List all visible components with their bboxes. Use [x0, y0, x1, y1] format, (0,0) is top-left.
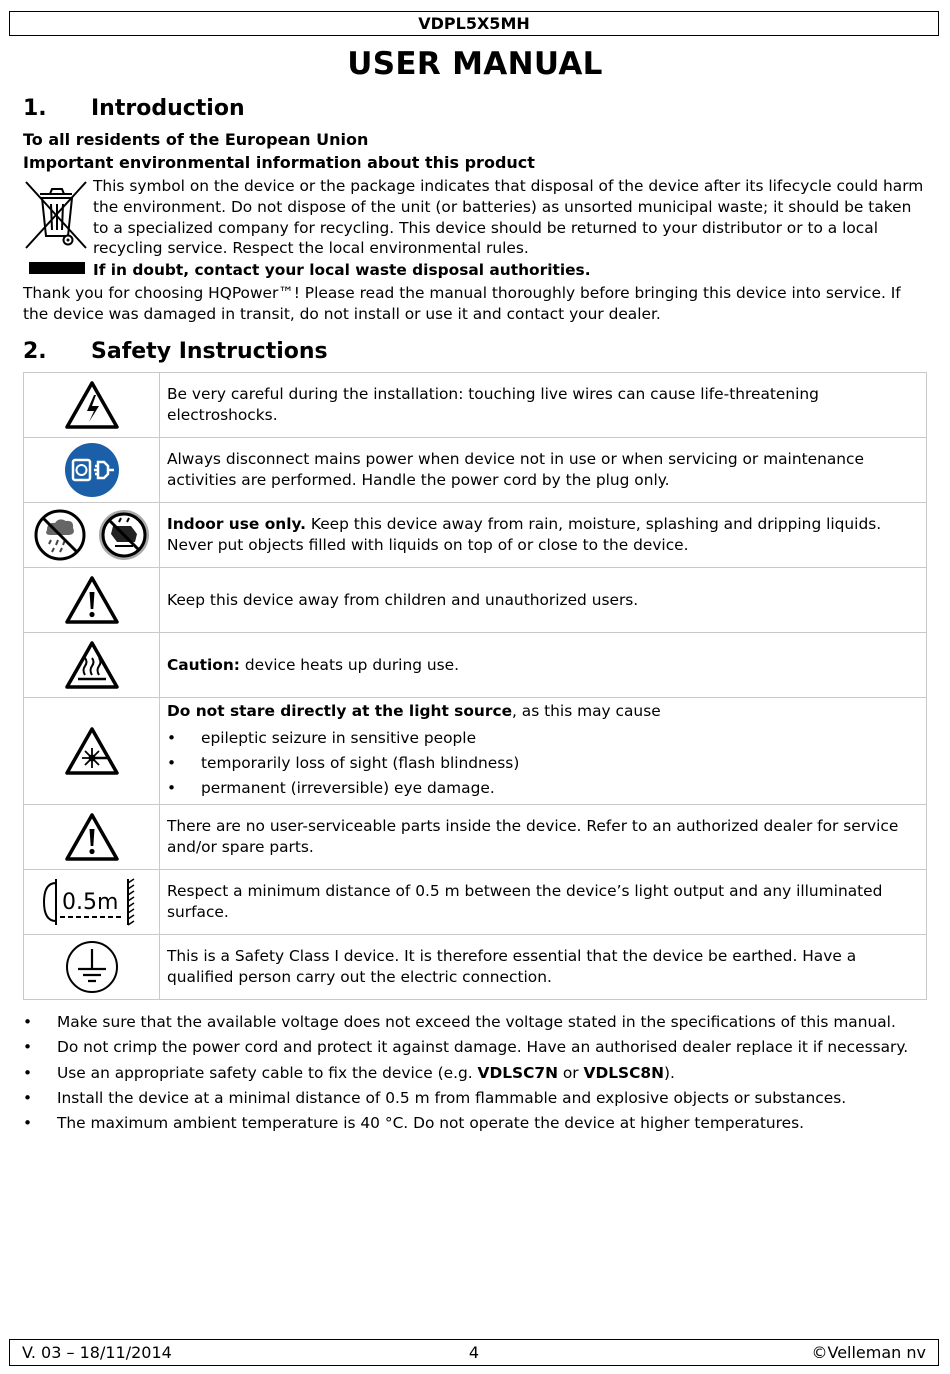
waste-disposal-note: If in doubt, contact your local waste disposal authorities. — [93, 261, 591, 279]
no-rain-no-liquids-icon — [33, 508, 151, 562]
list-item: • Do not crimp the power cord and protect it against damage. Have an authorised dealer replace it if necessary. — [23, 1037, 923, 1058]
row-text: This is a Safety Class I device. It is therefore essential that the device be earthed. Have a qualified person carry out the electric connection. — [167, 947, 857, 986]
section-title: Safety Instructions — [91, 339, 328, 364]
section-number: 1. — [23, 96, 47, 121]
icon-cell — [24, 698, 160, 805]
bullet-text: Use an appropriate safety cable to fix the device (e.g. — [57, 1063, 478, 1082]
icon-cell — [24, 805, 160, 870]
minimum-distance-icon — [42, 875, 142, 929]
icon-cell — [24, 373, 160, 438]
icon-cell — [24, 935, 160, 1000]
list-item: • Make sure that the available voltage does not exceed the voltage stated in the specifications of this manual. — [23, 1012, 923, 1033]
safety-text — [160, 870, 927, 935]
product-code: VDLSC7N — [477, 1063, 558, 1082]
list-item: • temporarily loss of sight (flash blindness) — [167, 751, 920, 776]
protective-earth-icon — [64, 939, 120, 995]
copyright: ©Velleman nv — [811, 1343, 926, 1362]
safety-text — [160, 503, 927, 568]
list-item: • epileptic seizure in sensitive people — [167, 726, 920, 751]
list-item: • permanent (irreversible) eye damage. — [167, 776, 920, 801]
icon-cell — [24, 633, 160, 698]
safety-text — [160, 633, 927, 698]
row-text: There are no user-serviceable parts inside the device. Refer to an authorized dealer for service and/or spare parts. — [167, 817, 899, 856]
environmental-info-heading: Important environmental information about this product — [23, 153, 535, 172]
row-text: Respect a minimum distance of 0.5 m between the device’s light output and any illuminated surface. — [167, 882, 883, 921]
row-text: Be very careful during the installation: touching live wires can cause life-threatening electroshocks. — [167, 385, 819, 424]
section-heading-safety — [23, 338, 328, 366]
table-row — [24, 438, 927, 503]
eu-residents-heading: To all residents of the European Union — [23, 130, 369, 149]
light-hazard-list — [167, 726, 920, 801]
disconnect-mains-icon — [64, 442, 120, 498]
safety-text — [160, 698, 927, 805]
light-source-warning-icon — [64, 726, 120, 776]
icon-cell — [24, 870, 160, 935]
table-row — [24, 503, 927, 568]
general-warning-icon — [64, 575, 120, 625]
distance-label: 0.5m — [61, 890, 118, 915]
list-item: • The maximum ambient temperature is 40 °C. Do not operate the device at higher temperatures. — [23, 1113, 923, 1134]
safety-text — [160, 568, 927, 633]
page-number: 4 — [468, 1343, 480, 1362]
crossed-out-wheelie-bin-icon — [24, 180, 88, 250]
row-text: device heats up during use. — [239, 655, 459, 674]
row-bold: Indoor use only. — [167, 515, 306, 534]
safety-text — [160, 805, 927, 870]
icon-cell — [24, 568, 160, 633]
safety-text — [160, 935, 927, 1000]
bullet-text: or — [558, 1063, 584, 1082]
bullet-text: ). — [664, 1063, 675, 1082]
general-warning-icon — [64, 812, 120, 862]
list-item: • Install the device at a minimal distance of 0.5 m from flammable and explosive objects or substances. — [23, 1088, 923, 1109]
row-bold: Do not stare directly at the light source — [167, 702, 513, 721]
table-row — [24, 698, 927, 805]
section-number: 2. — [23, 339, 47, 364]
page-footer — [9, 1339, 939, 1366]
list-item — [23, 1063, 923, 1084]
weee-bar — [29, 262, 85, 274]
section-title: Introduction — [91, 96, 245, 121]
icon-cell — [24, 438, 160, 503]
model-number: VDPL5X5MH — [418, 14, 530, 33]
table-row — [24, 568, 927, 633]
row-text: Keep this device away from rain, moisture, splashing and dripping liquids. Never put objects filled with liquids on top of or close to the device. — [167, 515, 882, 554]
icon-cell — [24, 503, 160, 568]
table-row — [24, 633, 927, 698]
row-text: Always disconnect mains power when device not in use or when servicing or maintenance activities are performed. Handle the power cord by the plug only. — [167, 450, 864, 489]
safety-table — [23, 372, 927, 1000]
document-title: USER MANUAL — [347, 46, 603, 82]
table-row — [24, 373, 927, 438]
electric-shock-warning-icon — [64, 380, 120, 430]
table-row — [24, 935, 927, 1000]
row-text: Keep this device away from children and unauthorized users. — [167, 590, 639, 609]
safety-text — [160, 438, 927, 503]
thank-you-paragraph: Thank you for choosing HQPower™! Please read the manual thoroughly before bringing this device into service. If the device was damaged in transit, do not install or use it and contact your dealer. — [23, 284, 901, 323]
safety-bullet-list — [23, 1012, 923, 1138]
product-code: VDLSC8N — [583, 1063, 664, 1082]
row-bold: Caution: — [167, 655, 240, 674]
safety-text — [160, 373, 927, 438]
row-text: , as this may cause — [512, 702, 661, 721]
hot-surface-warning-icon — [64, 640, 120, 690]
version-date: V. 03 – 18/11/2014 — [22, 1343, 172, 1362]
weee-paragraph: This symbol on the device or the package indicates that disposal of the device after its lifecycle could harm the environment. Do not dispose of the unit (or batteries) as unsorted municipal waste; it should be taken to a specialized company for recycling. This device should be returned to your distributor or to a local recycling service. Respect the local environmental rules. — [93, 177, 924, 258]
table-row — [24, 805, 927, 870]
page-header — [9, 11, 939, 36]
section-heading-introduction — [23, 95, 245, 123]
table-row — [24, 870, 927, 935]
